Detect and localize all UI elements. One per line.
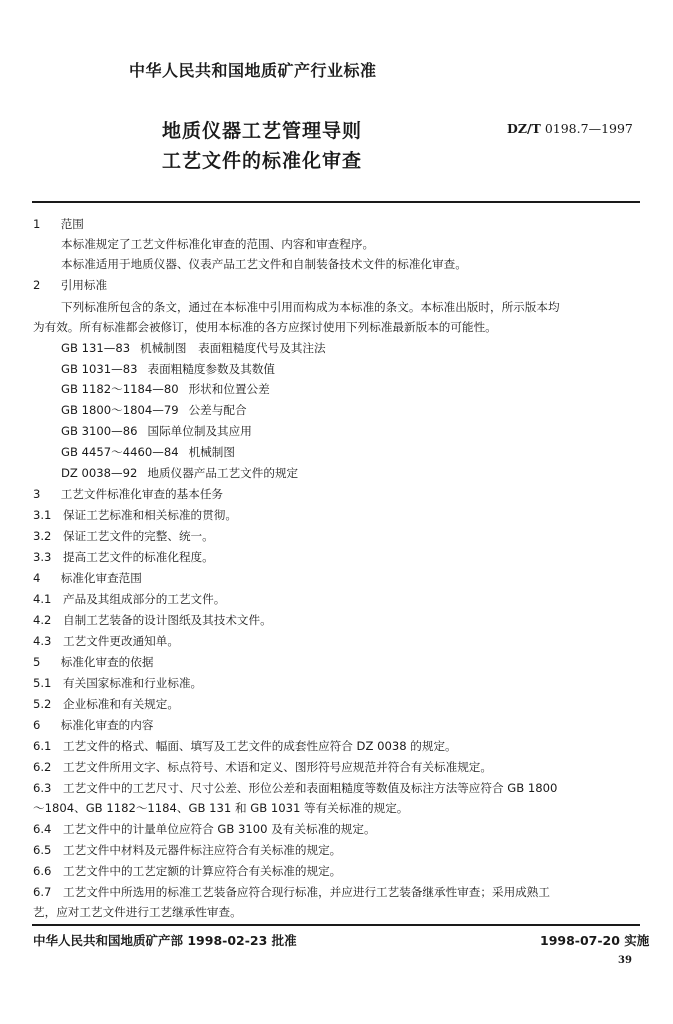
reference-code: GB 131—83 — [61, 341, 131, 355]
section-number: 5 — [33, 655, 41, 669]
section-number: 2 — [33, 278, 41, 292]
clause-item — [33, 887, 550, 899]
clause-item — [33, 531, 214, 543]
clause-number: 6.2 — [33, 760, 52, 774]
section-title: 标准化审查的内容 — [60, 718, 154, 732]
reference-title: 机械制图 表面粗糙度代号及其注法 — [140, 341, 326, 355]
clause-number: 5.1 — [33, 676, 52, 690]
implementation-date: 1998-07-20 实施 — [540, 933, 650, 948]
paragraph: 本标准规定了工艺文件标准化审查的范围、内容和审查程序。 — [61, 237, 375, 251]
clause-item — [33, 678, 202, 690]
reference-item — [61, 468, 298, 480]
section-heading — [33, 280, 107, 292]
clause-text: 企业标准和有关规定。 — [63, 697, 179, 711]
clause-text: 工艺文件更改通知单。 — [63, 634, 179, 648]
reference-item — [61, 405, 247, 417]
clause-number: 3.3 — [33, 550, 52, 564]
paragraph: 本标准适用于地质仪器、仪表产品工艺文件和自制装备技术文件的标准化审查。 — [61, 257, 467, 271]
clause-text: 提高工艺文件的标准化程度。 — [63, 550, 214, 564]
section-heading — [33, 573, 142, 585]
document-title-line1: 地质仪器工艺管理导则 — [162, 120, 363, 142]
reference-item — [61, 426, 252, 438]
reference-code: GB 4457～4460—84 — [61, 445, 179, 459]
clause-text: 工艺文件中的工艺尺寸、尺寸公差、形位公差和表面粗糙度等数值及标注方法等应符合 GB 1800 — [63, 781, 558, 795]
clause-text: 工艺文件所用文字、标点符号、术语和定义、图形符号应规范并符合有关标准规定。 — [63, 760, 492, 774]
page-number: 39 — [618, 955, 632, 966]
section-number: 4 — [33, 571, 41, 585]
clause-item — [33, 866, 341, 878]
clause-item — [33, 741, 457, 753]
clause-item — [33, 552, 214, 564]
section-number: 6 — [33, 718, 41, 732]
clause-number: 6.1 — [33, 739, 52, 753]
clause-continuation: 艺，应对工艺文件进行工艺继承性审查。 — [33, 905, 242, 919]
clause-number: 6.6 — [33, 864, 52, 878]
reference-code: GB 1031—83 — [61, 362, 138, 376]
reference-title: 地质仪器产品工艺文件的规定 — [147, 466, 299, 480]
reference-item — [61, 384, 270, 396]
reference-item — [61, 364, 275, 376]
standard-code-prefix: DZ/T — [507, 121, 541, 136]
clause-continuation: ～1804、GB 1182～1184、GB 131 和 GB 1031 等有关标准的规定。 — [33, 801, 409, 815]
clause-text: 工艺文件中所选用的标准工艺装备应符合现行标准，并应进行工艺装备继承性审查；采用成熟工 — [63, 885, 550, 899]
reference-code: GB 1182～1184—80 — [61, 382, 179, 396]
clause-item — [33, 699, 179, 711]
section-heading — [33, 489, 223, 501]
clause-item — [33, 783, 557, 795]
reference-item — [61, 343, 326, 355]
clause-text: 工艺文件中的工艺定额的计算应符合有关标准的规定。 — [63, 864, 342, 878]
clause-number: 4.3 — [33, 634, 52, 648]
reference-code: DZ 0038—92 — [61, 466, 138, 480]
clause-number: 4.1 — [33, 592, 52, 606]
section-heading — [33, 219, 84, 231]
standard-code — [507, 121, 633, 136]
issuer-heading: 中华人民共和国地质矿产行业标准 — [129, 61, 377, 80]
standard-code-number: 0198.7—1997 — [544, 121, 633, 136]
paragraph-continuation: 为有效。所有标准都会被修订，使用本标准的各方应探讨使用下列标准最新版本的可能性。 — [33, 320, 497, 334]
reference-title: 表面粗糙度参数及其数值 — [147, 362, 276, 376]
clause-text: 有关国家标准和行业标准。 — [63, 676, 203, 690]
document-title-line2: 工艺文件的标准化审查 — [162, 150, 363, 172]
section-number: 1 — [33, 217, 41, 231]
clause-number: 5.2 — [33, 697, 52, 711]
clause-item — [33, 615, 272, 627]
clause-number: 6.5 — [33, 843, 52, 857]
section-title: 工艺文件标准化审查的基本任务 — [60, 487, 224, 501]
clause-text: 工艺文件中材料及元器件标注应符合有关标准的规定。 — [63, 843, 342, 857]
section-title: 标准化审查的依据 — [60, 655, 154, 669]
section-heading — [33, 720, 153, 732]
clause-number: 3.1 — [33, 508, 52, 522]
clause-item — [33, 594, 225, 606]
top-divider — [32, 201, 640, 203]
clause-number: 6.4 — [33, 822, 52, 836]
clause-text: 工艺文件中的计量单位应符合 GB 3100 及有关标准的规定。 — [63, 822, 376, 836]
approval-line: 中华人民共和国地质矿产部 1998-02-23 批准 — [33, 933, 297, 948]
clause-text: 自制工艺装备的设计图纸及其技术文件。 — [63, 613, 272, 627]
clause-item — [33, 824, 376, 836]
clause-item — [33, 510, 237, 522]
paragraph: 下列标准所包含的条文，通过在本标准中引用而构成为本标准的条文。本标准出版时，所示版本均 — [61, 300, 560, 314]
reference-code: GB 3100—86 — [61, 424, 138, 438]
reference-title: 国际单位制及其应用 — [147, 424, 252, 438]
clause-number: 6.3 — [33, 781, 52, 795]
clause-text: 保证工艺标准和相关标准的贯彻。 — [63, 508, 237, 522]
clause-text: 保证工艺文件的完整、统一。 — [63, 529, 214, 543]
clause-number: 4.2 — [33, 613, 52, 627]
section-title: 标准化审查范围 — [60, 571, 142, 585]
clause-text: 工艺文件的格式、幅面、填写及工艺文件的成套性应符合 DZ 0038 的规定。 — [63, 739, 457, 753]
reference-title: 机械制图 — [188, 445, 235, 459]
reference-title: 公差与配合 — [188, 403, 247, 417]
reference-title: 形状和位置公差 — [188, 382, 270, 396]
section-title: 引用标准 — [60, 278, 108, 292]
clause-item — [33, 636, 179, 648]
clause-number: 6.7 — [33, 885, 52, 899]
clause-number: 3.2 — [33, 529, 52, 543]
clause-item — [33, 762, 492, 774]
section-number: 3 — [33, 487, 41, 501]
section-title: 范围 — [60, 217, 84, 231]
reference-code: GB 1800～1804—79 — [61, 403, 179, 417]
clause-text: 产品及其组成部分的工艺文件。 — [63, 592, 226, 606]
bottom-divider — [32, 924, 640, 926]
reference-item — [61, 447, 235, 459]
clause-item — [33, 845, 341, 857]
section-heading — [33, 657, 153, 669]
